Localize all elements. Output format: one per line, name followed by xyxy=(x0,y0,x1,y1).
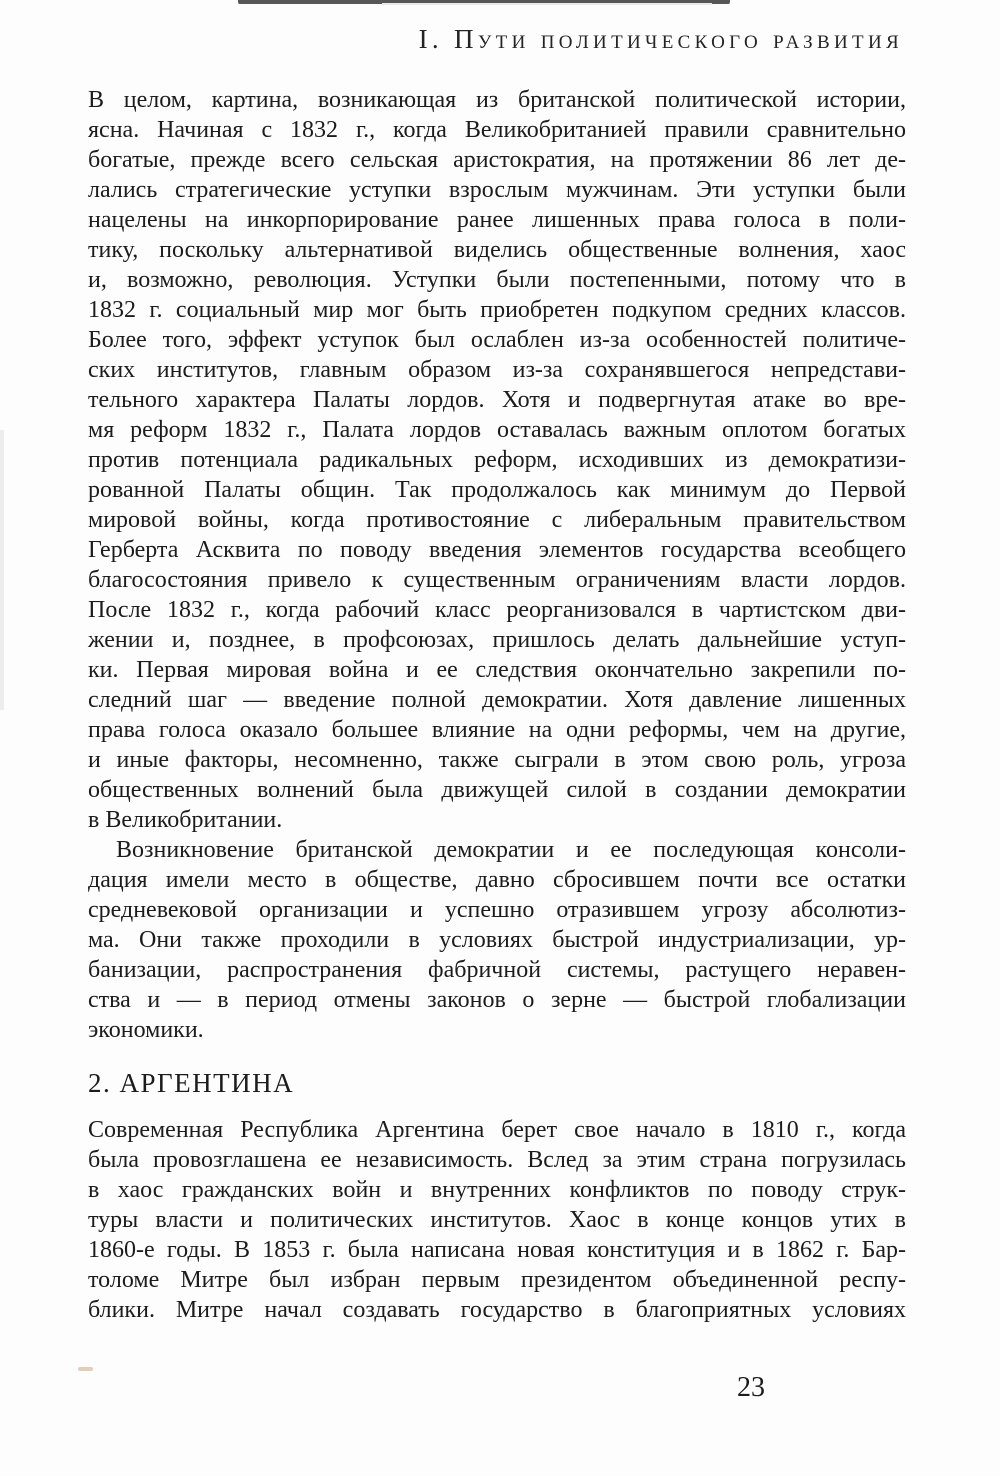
section-heading-argentina: 2. АРГЕНТИНА xyxy=(88,1068,295,1098)
text-line: тельного характера Палаты лордов. Хотя и подвергнутая атаке во вре- xyxy=(88,387,906,413)
text-line: Современная Республика Аргентина берет свое начало в 1810 г., когда xyxy=(88,1117,906,1143)
text-line: в хаос гражданских войн и внутренних конфликтов по поводу струк- xyxy=(88,1177,906,1203)
text-line: В целом, картина, возникающая из британской политической истории, xyxy=(88,87,906,113)
text-line: 1832 г. социальный мир мог быть приобретен подкупом средних классов. xyxy=(88,297,906,323)
scan-artifact-left-shade xyxy=(0,430,4,710)
scan-artifact-top-faint xyxy=(382,3,712,5)
text-line: рованной Палаты общин. Так продолжалось как минимум до Первой xyxy=(88,477,906,503)
text-line: После 1832 г., когда рабочий класс реорганизовался в чартистском дви- xyxy=(88,597,906,623)
text-line: банизации, распространения фабричной системы, растущего неравен- xyxy=(88,957,906,983)
text-line: ясна. Начиная с 1832 г., когда Великобританией правили сравнительно xyxy=(88,117,906,143)
text-line: благосостояния привело к существенным ограничениям власти лордов. xyxy=(88,567,906,593)
text-line: туры власти и политических институтов. Хаос в конце концов утих в xyxy=(88,1207,906,1233)
paragraph-argentina xyxy=(88,1115,906,1325)
text-line: Возникновение британской демократии и ее последующая консоли- xyxy=(116,837,906,863)
text-line: жении и, позднее, в профсоюзах, пришлось делать дальнейшие уступ- xyxy=(88,627,906,653)
text-line: и иные факторы, несомненно, также сыграли в этом свою роль, угроза xyxy=(88,747,906,773)
text-line: Более того, эффект уступок был ослаблен из-за особенностей политиче- xyxy=(88,327,906,353)
text-line: лались стратегические уступки взрослым мужчинам. Эти уступки были xyxy=(88,177,906,203)
text-line: Герберта Асквита по поводу введения элементов государства всеобщего xyxy=(88,537,906,563)
text-line: общественных волнений была движущей силой в создании демократии xyxy=(88,777,906,803)
text-line: богатые, прежде всего сельская аристократия, на протяжении 86 лет де- xyxy=(88,147,906,173)
text-line: следний шаг — введение полной демократии. Хотя давление лишенных xyxy=(88,687,906,713)
text-line: мя реформ 1832 г., Палата лордов оставалась важным оплотом богатых xyxy=(88,417,906,443)
text-line: против потенциала радикальных реформ, исходивших из демократизи- xyxy=(88,447,906,473)
page-number: 23 xyxy=(737,1372,765,1403)
text-line: блики. Митре начал создавать государство в благоприятных условиях xyxy=(88,1297,906,1323)
text-line: ма. Они также проходили в условиях быстрой индустриализации, ур- xyxy=(88,927,906,953)
text-line: мировой войны, когда противостояние с либеральным правительством xyxy=(88,507,906,533)
paragraph-uk-democracy xyxy=(88,85,906,835)
text-line: нацелены на инкорпорирование ранее лишенных права голоса в поли- xyxy=(88,207,906,233)
text-line: средневековой организации и успешно отразившем угрозу абсолютиз- xyxy=(88,897,906,923)
running-head: I. Пути политического развития xyxy=(418,24,903,54)
text-line: ки. Первая мировая война и ее следствия окончательно закрепили по- xyxy=(88,657,906,683)
text-line: экономики. xyxy=(88,1017,204,1043)
text-line: права голоса оказало большее влияние на одни реформы, чем на другие, xyxy=(88,717,906,743)
text-line: была провозглашена ее независимость. Вслед за этим страна погрузилась xyxy=(88,1147,906,1173)
paragraph-uk-context xyxy=(88,835,906,1045)
scan-artifact-dash xyxy=(78,1367,93,1371)
text-line: в Великобритании. xyxy=(88,807,283,833)
text-line: тику, поскольку альтернативой виделись общественные волнения, хаос xyxy=(88,237,906,263)
text-line: толоме Митре был избран первым президентом объединенной респу- xyxy=(88,1267,906,1293)
text-line: 1860-е годы. В 1853 г. была написана новая конституция и в 1862 г. Бар- xyxy=(88,1237,906,1263)
text-line: и, возможно, революция. Уступки были постепенными, потому что в xyxy=(88,267,906,293)
text-line: ских институтов, главным образом из-за сохранявшегося непредстави- xyxy=(88,357,906,383)
text-line: дация имели место в обществе, давно сбросившем почти все остатки xyxy=(88,867,906,893)
text-line: ства и — в период отмены законов о зерне — быстрой глобализации xyxy=(88,987,906,1013)
